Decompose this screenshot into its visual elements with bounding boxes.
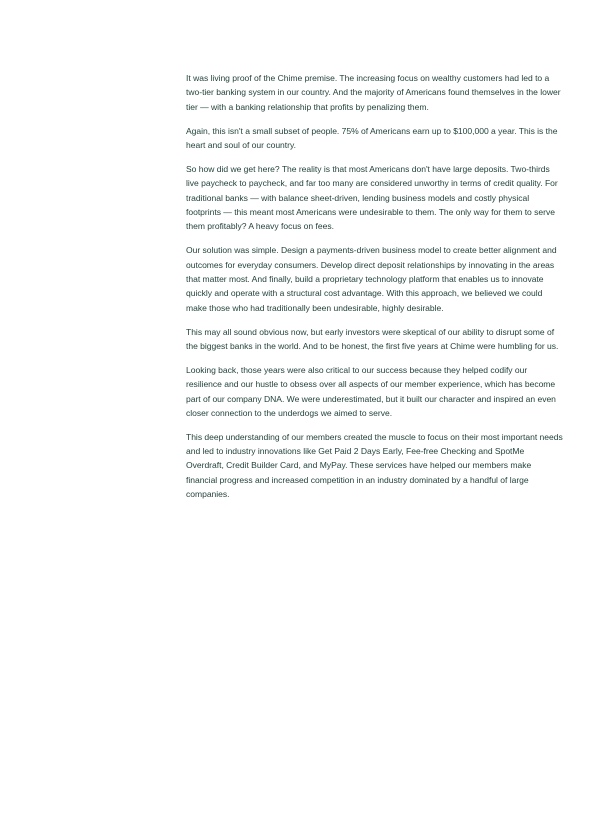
paragraph-early-investors: This may all sound obvious now, but early investors were skeptical of our ability to disrupt some of the biggest banks in the world. And to be honest, the first five years at Chime were humbling for us.	[186, 326, 559, 351]
paragraph-looking-back: Looking back, those years were also critical to our success because they helped codify our resilience and our hustle to obsess over all aspects of our member experience, which has become part of our company DNA. We were underestimated, but it built our character and inspired an even closer connection to the underdogs we aimed to serve.	[186, 364, 556, 418]
paragraph-how-did-we-get-here: So how did we get here? The reality is that most Americans don't have large deposits. Two-thirds live paycheck to paycheck, and far too many are considered unworthy in terms of credit quality. For traditional banks — with balance sheet-driven, lending business models and costly physical footprints — this meant most Americans were undesirable to them. The only way for them to serve them profitably? A heavy focus on fees.	[186, 163, 558, 232]
body-text-column	[186, 71, 564, 511]
paragraph-member-innovations: This deep understanding of our members created the muscle to focus on their most important needs and led to industry innovations like Get Paid 2 Days Early, Fee-free Checking and SpotMe Overdraft, Credit Builder Card, and MyPay. These services have helped our members make financial progress and increased competition in an industry dominated by a handful of large companies.	[186, 431, 563, 500]
paragraph-our-solution: Our solution was simple. Design a payments-driven business model to create better alignment and outcomes for everyday consumers. Develop direct deposit relationships by innovating in the areas that matter most. And finally, build a proprietary technology platform that enables us to innovate quickly and operate with a structural cost advantage. With this approach, we believed we could make those who had traditionally been undesirable, highly desirable.	[186, 245, 557, 313]
paragraph-chime-premise: It was living proof of the Chime premise. The increasing focus on wealthy customers had led to a two-tier banking system in our country. And the majority of Americans found themselves in the lower tier — with a banking relationship that profits by penalizing them.	[186, 73, 561, 112]
paragraph-americans-earnings: Again, this isn't a small subset of people. 75% of Americans earn up to $100,000 a year. This is the heart and soul of our country.	[186, 125, 558, 150]
